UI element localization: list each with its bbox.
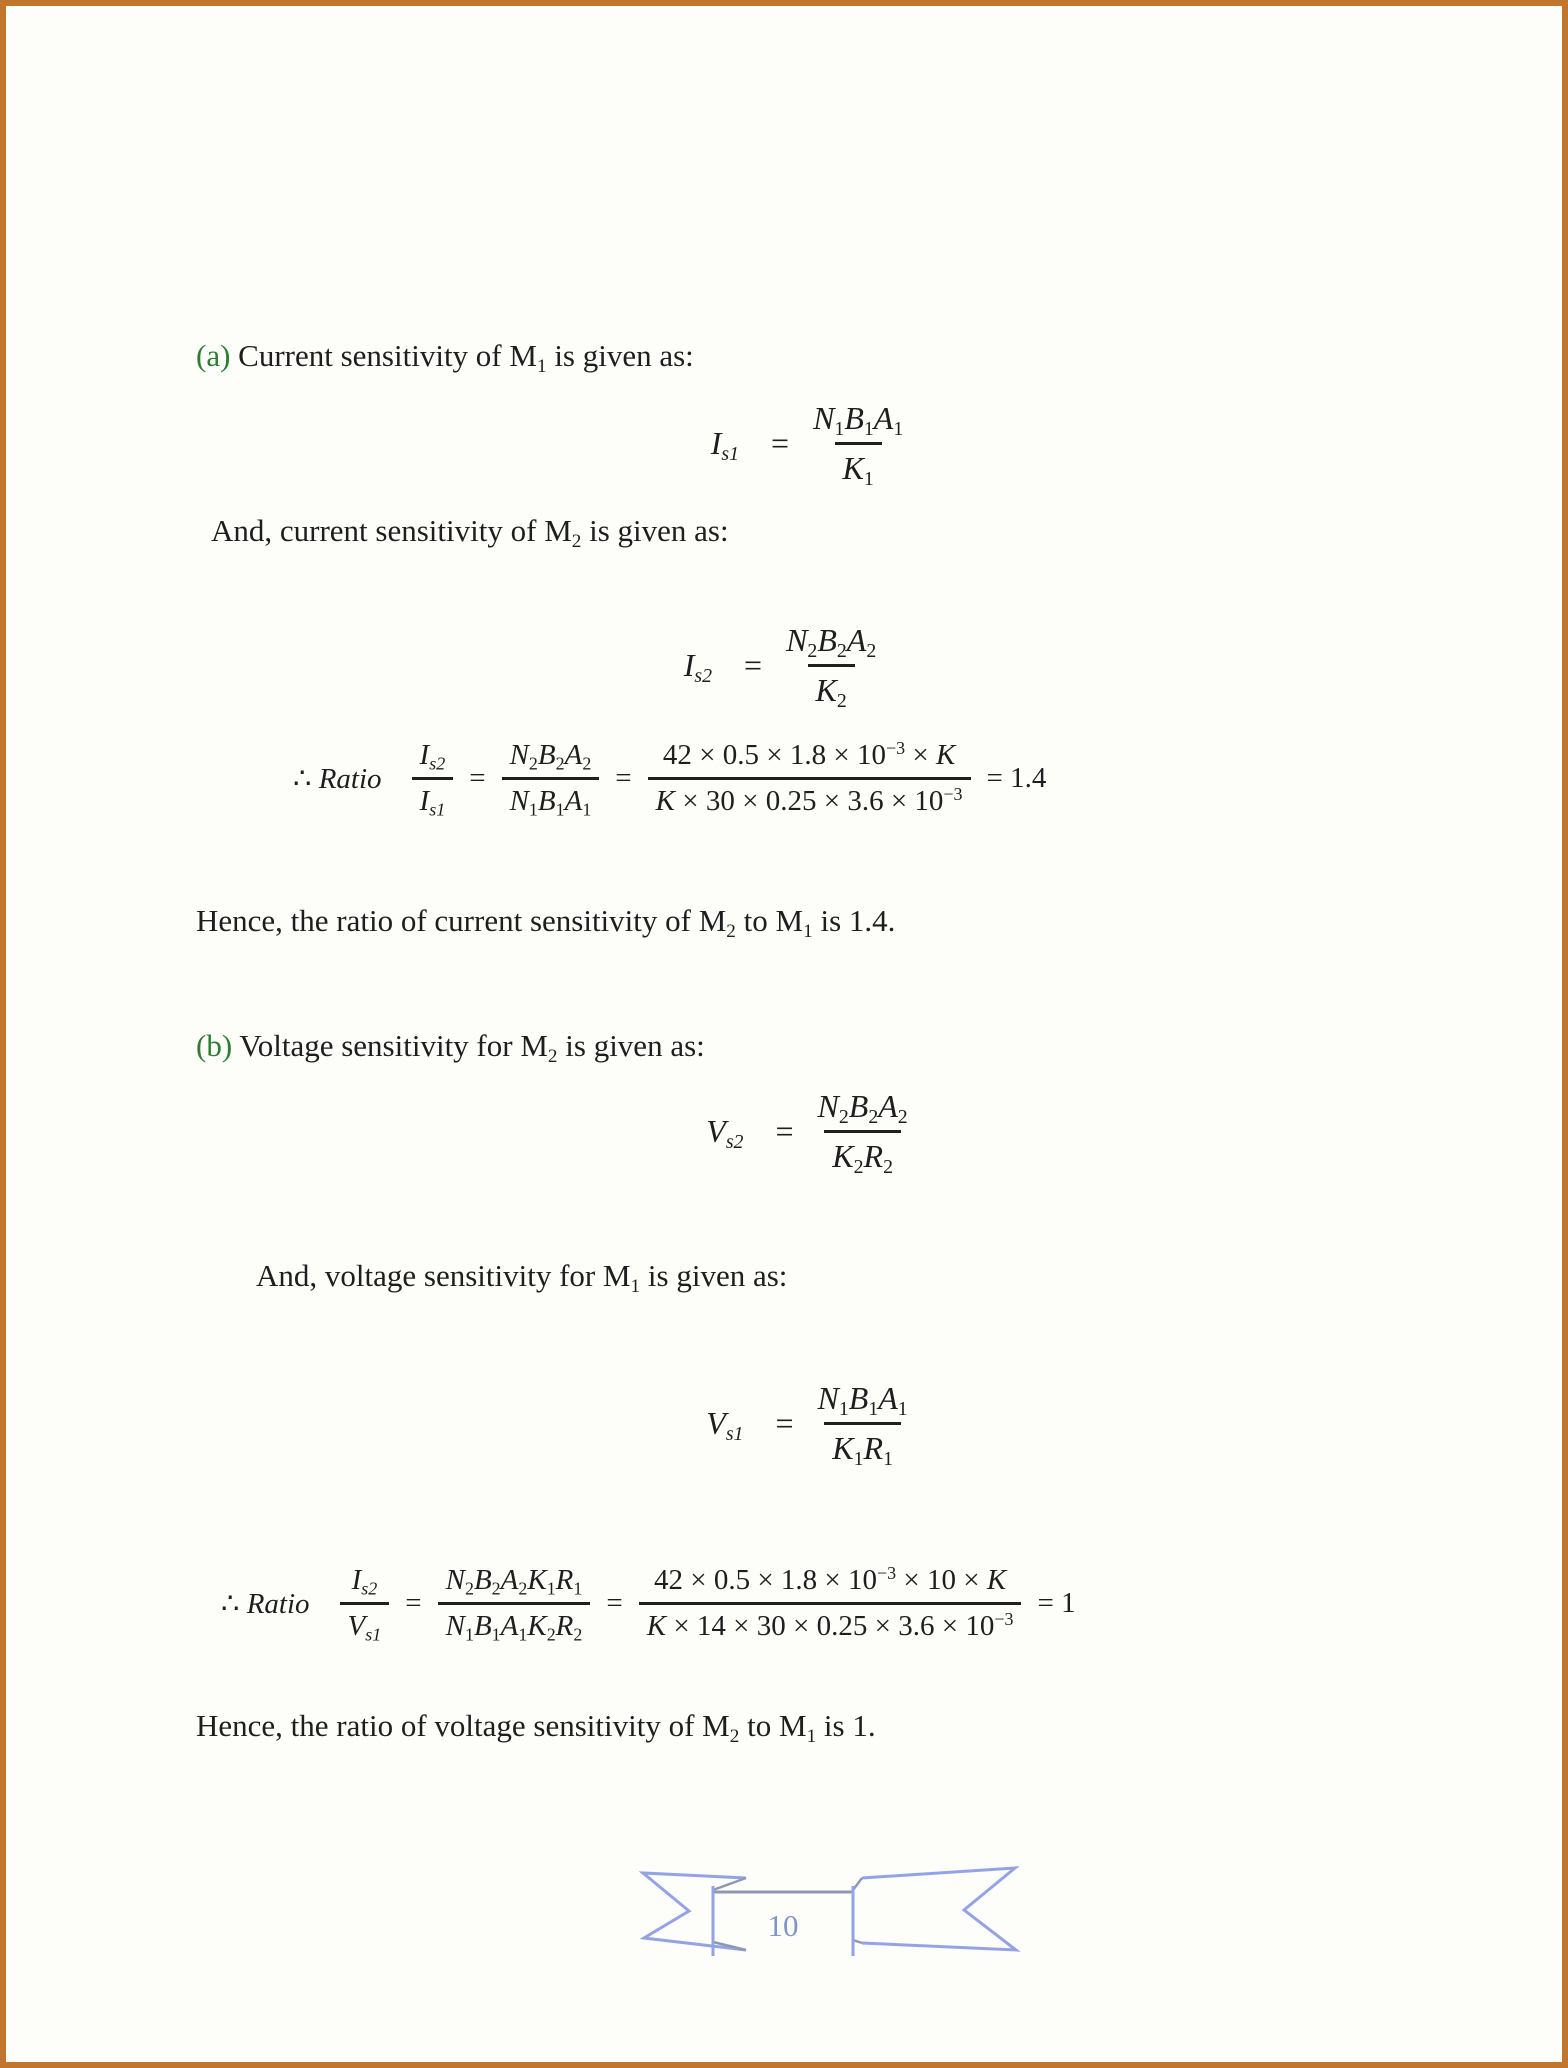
equation-is2 — [6, 622, 1562, 712]
ribbon-right-tail — [862, 1868, 1016, 1950]
equals-sign: = — [615, 762, 632, 794]
part-a-heading: (a) Current sensitivity of $M_1$ is given as: — [196, 338, 694, 377]
fraction: $\frac{42 \times 0.5 \times 1.8 \times 10^{-3} \times K}{K \times 30 \times 0.25 \times 3.6 \times 10^{-3}}$ — [648, 739, 971, 818]
page-number-ribbon — [634, 1858, 1024, 1970]
conclusion-b: Hence, the ratio of voltage sensitivity of $M_2$ to $M_1$ is 1. — [196, 1708, 876, 1747]
equation-lhs: $I_{s1}$ — [710, 425, 740, 465]
equals-sign: = — [771, 425, 790, 461]
fraction: $\frac{N_2B_2A_2}{K_2R_2}$ — [817, 1088, 908, 1178]
fraction: $\frac{N_1B_1A_1}{K_1}$ — [813, 400, 904, 490]
equals-sign: = — [775, 1405, 794, 1441]
fraction: $\frac{42 \times 0.5 \times 1.8 \times 10^{-3} \times 10 \times K}{K \times 14 \times 30 \times 0.25 \times 3.6 \times 10^{-3}}$ — [639, 1564, 1022, 1643]
equation-vs2 — [6, 1088, 1562, 1178]
ratio-result: = 1.4 — [986, 762, 1047, 794]
ratio-equation-a — [293, 739, 1046, 818]
fraction: $\frac{N_2B_2A_2}{N_1B_1A_1}$ — [502, 739, 600, 818]
fraction: $\frac{N_2B_2A_2}{K_2}$ — [786, 622, 877, 712]
fraction: $\frac{I_{s2}}{I_{s1}}$ — [412, 739, 454, 818]
equation-vs1 — [6, 1380, 1562, 1470]
part-b-second-line: And, voltage sensitivity for $M_1$ is given as: — [256, 1258, 788, 1297]
part-a-second-line: And, current sensitivity of $M_2$ is given as: — [211, 513, 729, 552]
therefore-ratio-label: ∴ Ratio — [293, 763, 382, 795]
equals-sign: = — [469, 762, 486, 794]
equation-lhs: $V_{s2}$ — [706, 1113, 744, 1153]
equation-lhs: $V_{s1}$ — [706, 1405, 744, 1445]
fraction: $\frac{I_{s2}}{V_{s1}}$ — [340, 1564, 390, 1643]
equals-sign: = — [606, 1587, 623, 1619]
ratio-equation-b — [221, 1564, 1076, 1643]
equals-sign: = — [744, 647, 763, 683]
equation-lhs: $I_{s2}$ — [683, 647, 713, 687]
page-number: 10 — [767, 1908, 799, 1943]
ribbon-left-fold — [713, 1878, 746, 1950]
fraction: $\frac{N_1B_1A_1}{K_1R_1}$ — [817, 1380, 908, 1470]
equation-is1 — [6, 400, 1562, 490]
part-b-heading: (b) Voltage sensitivity for $M_2$ is given as: — [196, 1028, 705, 1067]
equals-sign: = — [775, 1113, 794, 1149]
equals-sign: = — [405, 1587, 422, 1619]
therefore-ratio-label: ∴ Ratio — [221, 1588, 310, 1620]
conclusion-a: Hence, the ratio of current sensitivity of $M_2$ to $M_1$ is 1.4. — [196, 903, 896, 942]
fraction: $\frac{N_2B_2A_2K_1R_1}{N_1B_1A_1K_2R_2}$ — [438, 1564, 591, 1643]
ratio-result: = 1 — [1037, 1587, 1076, 1619]
